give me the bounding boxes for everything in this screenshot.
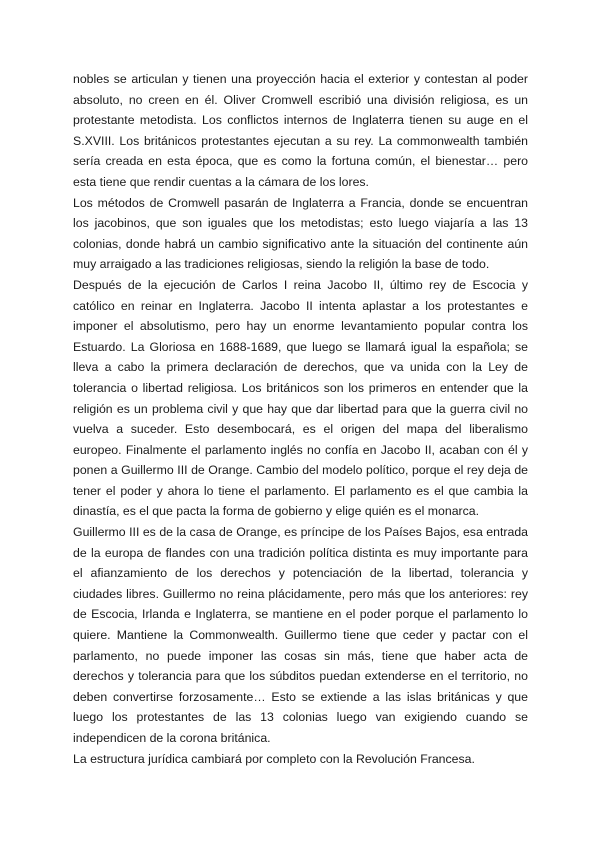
paragraph-guillermo-iii: Guillermo III es de la casa de Orange, es príncipe de los Países Bajos, esa entrada de la europa de flandes con una tradición política distinta es muy importante para el afianzamiento de los derechos y potenciación de la libertad, tolerancia y ciudades libres. Guillermo no reina plácidamente, pero más que los anteriores: rey de Escocia, Irlanda e Inglaterra, se mantiene en el poder porque el parlamento lo quiere. Mantiene la Commonwealth. Guillermo tiene que ceder y pactar con el parlamento, no puede imponer las cosas sin más, tiene que haber acta de derechos y tolerancia para que los súbditos puedan extenderse en el territorio, no deben convertirse forzosamente… Esto se extiende a las islas británicas y que luego los protestantes de las 13 colonias luego van exigiendo cuando se independicen de la corona británica. [73,525,528,745]
paragraph-jacobo-ii: Después de la ejecución de Carlos I reina Jacobo II, último rey de Escocia y católico en reinar en Inglaterra. Jacobo II intenta aplastar a los protestantes e imponer el absolutismo, pero hay un enorme levantamiento popular contra los Estuardo. La Gloriosa en 1688-1689, que luego se llamará igual la española; se lleva a cabo la primera declaración de derechos, que va unida con la Ley de tolerancia o libertad religiosa. Los británicos son los primeros en entender que la religión es un problema civil y que hay que dar libertad para que la guerra civil no vuelva a suceder. Esto desembocará, es el origen del mapa del liberalismo europeo. Finalmente el parlamento inglés no confía en Jacobo II, acaban con él y ponen a Guillermo III de Orange. Cambio del modelo político, porque el rey deja de tener el poder y ahora lo tiene el parlamento. El parlamento es el que cambia la dinastía, es el que pacta la forma de gobierno y elige quién es el monarca. [73,277,528,519]
paragraph-cromwell-religion: nobles se articulan y tienen una proyección hacia el exterior y contestan al poder absoluto, no creen en él. Oliver Cromwell escribió una división religiosa, es un protestante metodista. Los conflictos internos de Inglaterra tienen su auge en el S.XVIII. Los británicos protestantes ejecutan a su rey. La commonwealth también sería creada en esta época, que es como la fortuna común, el bienestar… pero esta tiene que rendir cuentas a la cámara de los lores. [73,72,528,189]
paragraph-cromwell-methods: Los métodos de Cromwell pasarán de Inglaterra a Francia, donde se encuentran los jacobinos, que son iguales que los metodistas; esto luego viajaría a las 13 colonias, donde habrá un cambio significativo ante la situación del continente aún muy arraigado a las tradiciones religiosas, siendo la religión la base de todo. [73,195,528,272]
paragraph-revolucion-francesa: La estructura jurídica cambiará por completo con la Revolución Francesa. [73,751,475,766]
document-body [73,69,528,769]
